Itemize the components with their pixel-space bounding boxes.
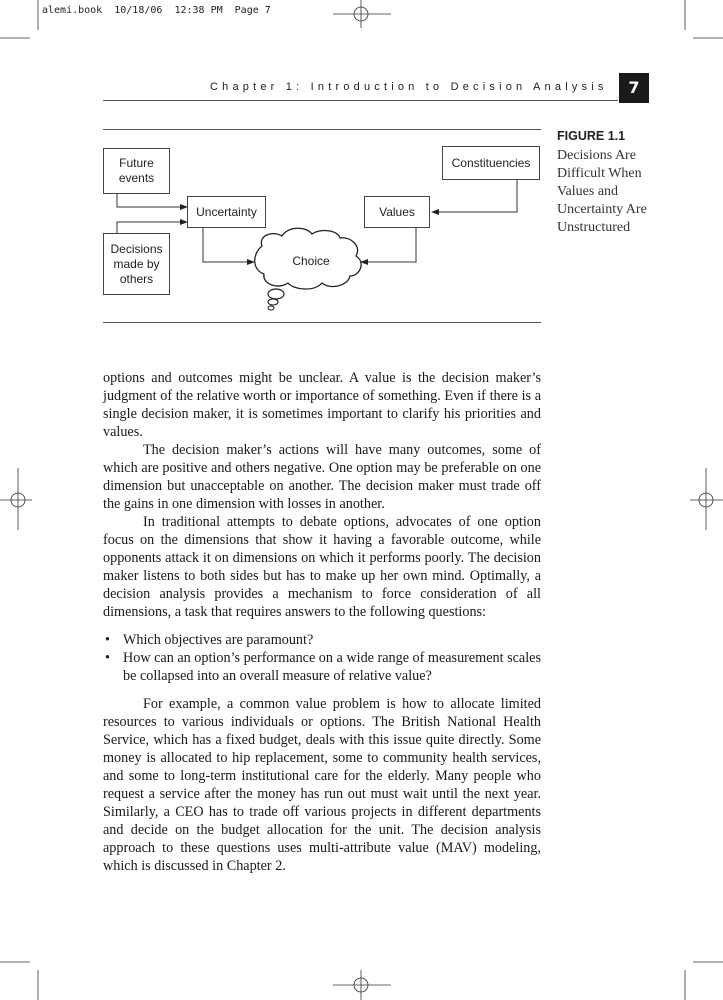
running-header: Chapter 1: Introduction to Decision Analysis bbox=[210, 81, 608, 93]
bullet-item: • Which objectives are paramount? bbox=[105, 632, 314, 648]
paragraph-3: In traditional attempts to debate options, advocates of one option focus on the dimensions that show it having a favorable outcome, while opponents attack it on dimensions on which it performs poorly. The decision maker listens to both sides but has to make up her own mind. Optimally, a decision analysis provides a mechanism to force consideration of all dimensions, a task that requires answers to the following questions: bbox=[103, 514, 541, 620]
arrow-others-to-uncertainty bbox=[117, 222, 187, 233]
bullet-item: • How can an option’s performance on a wide range of measurement scales be collapsed into an overall measure of relative value? bbox=[105, 650, 541, 684]
arrow-values-to-choice bbox=[361, 228, 416, 262]
paragraph-2: The decision maker’s actions will have many outcomes, some of which are positive and others negative. One option may be preferable on one dimension but unacceptable on another. The decision maker must trade off the gains in one dimension with losses in another. bbox=[103, 442, 541, 512]
arrow-uncertainty-to-choice bbox=[203, 228, 254, 262]
thought-bubble-large bbox=[268, 289, 284, 299]
thought-bubble-small bbox=[268, 306, 274, 310]
node-values: Values bbox=[364, 196, 430, 228]
figure-label: FIGURE 1.1 bbox=[557, 129, 626, 143]
node-decisions-by-others: Decisions made by others bbox=[103, 233, 170, 295]
paragraph-4: For example, a common value problem is how to allocate limited resources to various individuals or options. The British National Health Service, which has a fixed budget, deals with this issue quite directly. Some money is allocated to hip replacement, some to community health services, and some to long-term institutional care for the elderly. Many people who request a service after the money has run out must wait until the next year. Similarly, a CEO has to trade off various projects in different departments and decide on the budget allocation for the unit. The decision analysis approach to these questions uses multi-attribute value (MAV) modeling, which is discussed in Chapter 2. bbox=[103, 696, 541, 874]
print-slug: alemi.book 10/18/06 12:38 PM Page 7 bbox=[42, 5, 271, 16]
node-choice: Choice bbox=[292, 254, 330, 268]
bullet-list bbox=[103, 631, 541, 685]
node-future-events: Future events bbox=[103, 148, 170, 194]
thought-bubble-medium bbox=[268, 299, 278, 305]
figure-bottom-rule bbox=[103, 322, 541, 323]
arrow-future-to-uncertainty bbox=[117, 194, 187, 207]
node-uncertainty: Uncertainty bbox=[187, 196, 266, 228]
paragraph-1: options and outcomes might be unclear. A value is the decision maker’s judgment of the relative worth or importance of something. Even if there is a single decision maker, it is sometimes important to clarify his priorities and values. bbox=[103, 370, 541, 440]
figure-caption: Decisions Are Difficult When Values and Uncertainty Are Unstructured bbox=[557, 148, 647, 235]
arrow-constituencies-to-values bbox=[432, 180, 517, 212]
body-text bbox=[103, 369, 541, 875]
page-number: 7 bbox=[619, 73, 649, 103]
node-constituencies: Constituencies bbox=[442, 146, 540, 180]
